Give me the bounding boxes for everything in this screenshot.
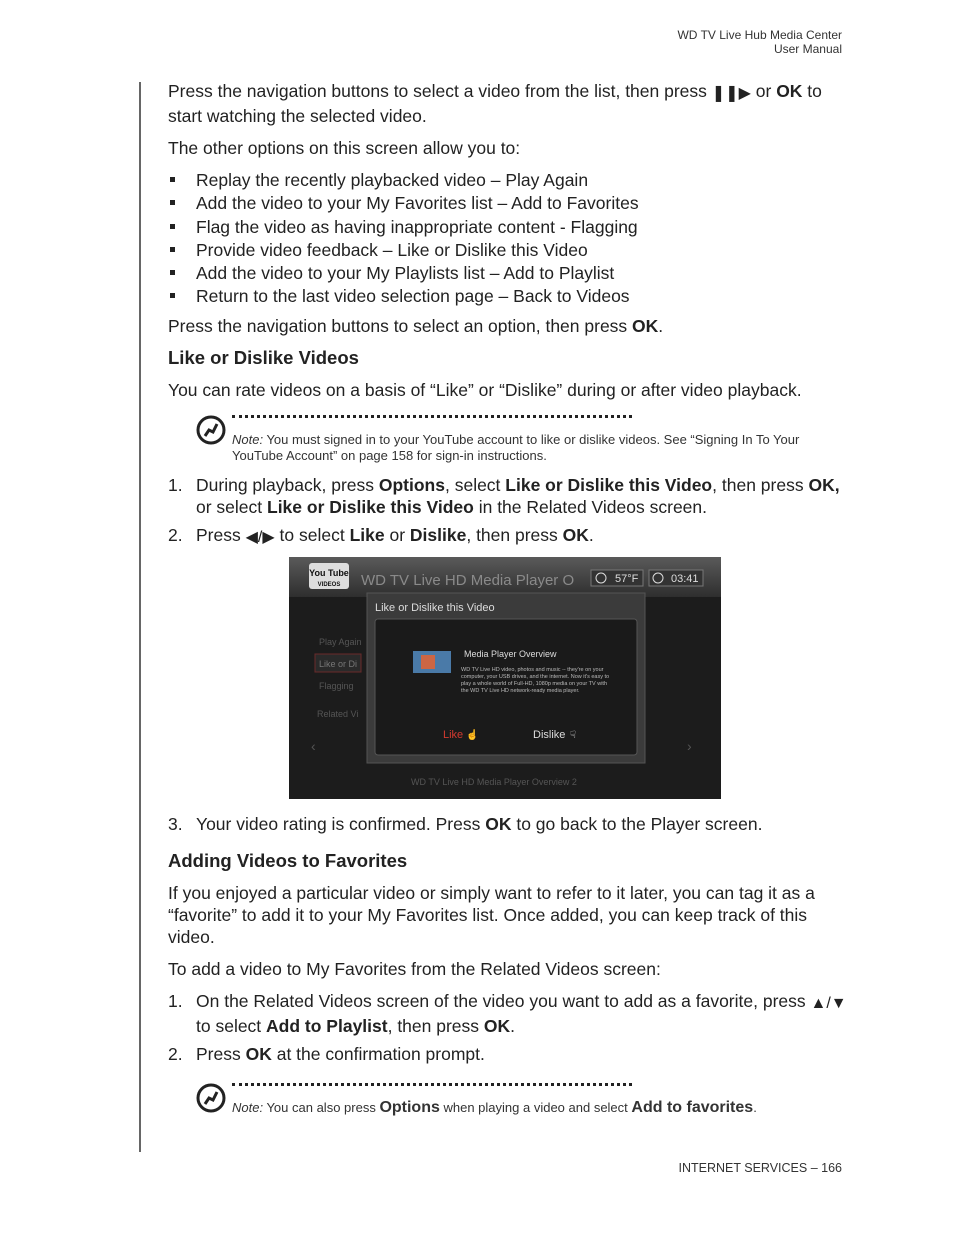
- intro-paragraph: [168, 80, 848, 127]
- bold-text: Dislike: [409, 524, 467, 545]
- text: in the Related Videos screen.: [473, 497, 708, 518]
- note-icon: [196, 415, 226, 445]
- text: Press: [196, 524, 246, 545]
- bold-text: Like or Dislike this Video: [267, 497, 474, 518]
- favorites-steps: [168, 990, 848, 1066]
- bold-text: OK: [245, 1043, 272, 1064]
- menu-flagging: Flagging: [319, 681, 354, 692]
- options-outro: [168, 315, 848, 337]
- text: when playing a video and select: [439, 1100, 632, 1116]
- left-right-arrow-icon: ◀/▶: [245, 528, 275, 546]
- bold-text: OK: [562, 524, 589, 545]
- step-number: 2.: [168, 1043, 183, 1064]
- section-heading-like: Like or Dislike Videos: [168, 346, 359, 368]
- options-list: [168, 169, 848, 309]
- thumbs-down-icon: ☟: [570, 730, 577, 742]
- text: to go back to the Player screen.: [511, 814, 763, 835]
- bold-text: OK,: [808, 474, 840, 495]
- video-desc-wrap: [461, 667, 613, 707]
- page-content: [168, 80, 848, 1126]
- bold-text: OK: [483, 1016, 511, 1037]
- text: .: [588, 524, 594, 545]
- favorites-intro: To add a video to My Favorites from the Related Videos screen:: [168, 958, 661, 979]
- favorites-description: If you enjoyed a particular video or simply want to refer to it later, you can tag it as a “favorite” to add it to your My Favorites list. Once added, you can keep track of this video.: [168, 882, 815, 947]
- video-title: Media Player Overview: [464, 649, 557, 660]
- step-number: 1.: [168, 990, 183, 1011]
- like-steps-cont: [168, 813, 848, 836]
- bold-text: Like or Dislike this Video: [505, 474, 713, 495]
- bold-text: Options: [378, 474, 445, 495]
- note-icon: [196, 1083, 226, 1113]
- list-item: Replay the recently playbacked video – Play Again: [168, 169, 848, 192]
- text: .: [658, 315, 664, 336]
- bold-text: Add to Playlist: [266, 1016, 388, 1037]
- logo-top: You Tube: [309, 568, 349, 579]
- list-item: Flag the video as having inappropriate content - Flagging: [168, 216, 848, 239]
- text: to select: [274, 524, 350, 545]
- bold-text: Like: [349, 524, 385, 545]
- bottom-caption: WD TV Live HD Media Player Overview 2: [411, 777, 577, 788]
- step-number: 1.: [168, 474, 183, 495]
- note-text: [232, 1100, 848, 1116]
- margin-rule: [139, 82, 141, 1152]
- list-item: Add the video to your My Playlists list – Add to Playlist: [168, 262, 848, 285]
- list-item: Return to the last video selection page – Back to Videos: [168, 285, 848, 308]
- list-item: Add the video to your My Favorites list – Add to Favorites: [168, 192, 848, 215]
- ok-key: OK: [776, 81, 803, 101]
- text: or: [384, 524, 410, 545]
- text: , then press: [712, 474, 809, 495]
- left-arrow-icon: ‹: [311, 738, 316, 755]
- dotted-rule: [232, 1083, 632, 1086]
- options-intro: The other options on this screen allow you to:: [168, 138, 521, 158]
- up-down-arrow-icon: ▲/▼: [810, 994, 847, 1012]
- text: You must signed in to your YouTube account to like or dislike videos. See “Signing In To Your YouTube Account” on page 158 for sign-in instructions.: [232, 431, 800, 463]
- note-label: Note:: [232, 431, 264, 447]
- text: or select: [196, 497, 267, 518]
- text: Press the navigation buttons to select a video from the list, then press: [168, 81, 712, 101]
- logo-bottom: VIDEOS: [317, 582, 341, 589]
- note-block: [168, 415, 848, 464]
- section-heading-favorites: Adding Videos to Favorites: [168, 849, 408, 871]
- list-item: Provide video feedback – Like or Dislike this Video: [168, 239, 848, 262]
- text: , then press: [387, 1016, 484, 1037]
- step-item: [168, 524, 848, 550]
- text: .: [753, 1100, 757, 1116]
- text: On the Related Videos screen of the video you want to add as a favorite, press: [196, 990, 811, 1011]
- text: at the confirmation prompt.: [271, 1043, 485, 1064]
- step-item: [168, 813, 848, 836]
- like-description: You can rate videos on a basis of “Like” or “Dislike” during or after video playback.: [168, 379, 802, 400]
- right-arrow-icon: ›: [687, 738, 692, 755]
- page-header: [677, 28, 842, 56]
- tv-screenshot: [289, 557, 721, 799]
- step-number: 2.: [168, 524, 183, 545]
- note-label: Note:: [232, 1100, 264, 1116]
- text: to start watching the selected video.: [168, 81, 822, 126]
- step-item: [168, 990, 848, 1038]
- bold-text: Add to favorites: [631, 1099, 754, 1117]
- step-item: [168, 1043, 848, 1066]
- ok-key: OK: [632, 315, 659, 336]
- dotted-rule: [232, 415, 632, 418]
- header-title: WD TV Live Hub Media Center: [677, 28, 842, 42]
- page-footer: INTERNET SERVICES – 166: [678, 1161, 842, 1175]
- text: Press the navigation buttons to select an option, then press: [168, 315, 633, 336]
- dislike-option[interactable]: Dislike: [533, 729, 566, 742]
- step-item: [168, 474, 848, 519]
- temperature: 57°F: [615, 573, 639, 586]
- app-title: WD TV Live HD Media Player O: [361, 572, 575, 590]
- video-desc: WD TV Live HD video, photos and music -- they're on your computer, your USB drives, and the internet. Now it's easy to play a whole world of Full-HD, 1080p media on your TV with the WD TV Live HD network-ready media player.: [461, 667, 610, 695]
- text: Press: [196, 1043, 246, 1064]
- note-text: [232, 432, 848, 464]
- text: , then press: [466, 524, 563, 545]
- step-number: 3.: [168, 814, 183, 835]
- bold-text: OK: [485, 814, 512, 835]
- bold-text: Options: [379, 1099, 440, 1117]
- like-option[interactable]: Like: [443, 729, 464, 742]
- dialog-title: Like or Dislike this Video: [375, 602, 495, 615]
- text: , select: [444, 474, 506, 495]
- text: to select: [196, 1016, 267, 1037]
- text: or: [750, 81, 777, 101]
- thumbs-up-icon: ☝: [466, 730, 479, 742]
- thumb-detail: [421, 655, 435, 669]
- text: During playback, press: [196, 474, 379, 495]
- menu-related: Related Vi: [317, 709, 359, 720]
- note-block-2: [168, 1083, 848, 1116]
- menu-like: Like or Di: [319, 659, 358, 670]
- screenshot-graphic: [289, 557, 721, 799]
- text: Your video rating is confirmed. Press: [196, 814, 486, 835]
- header-subtitle: User Manual: [773, 42, 842, 56]
- clock-time: 03:41: [671, 573, 699, 586]
- menu-play-again: Play Again: [319, 637, 362, 648]
- text: You can also press: [263, 1100, 380, 1116]
- text: .: [510, 1016, 516, 1037]
- pause-play-icon: ❚❚▶: [711, 85, 751, 102]
- like-steps: [168, 474, 848, 550]
